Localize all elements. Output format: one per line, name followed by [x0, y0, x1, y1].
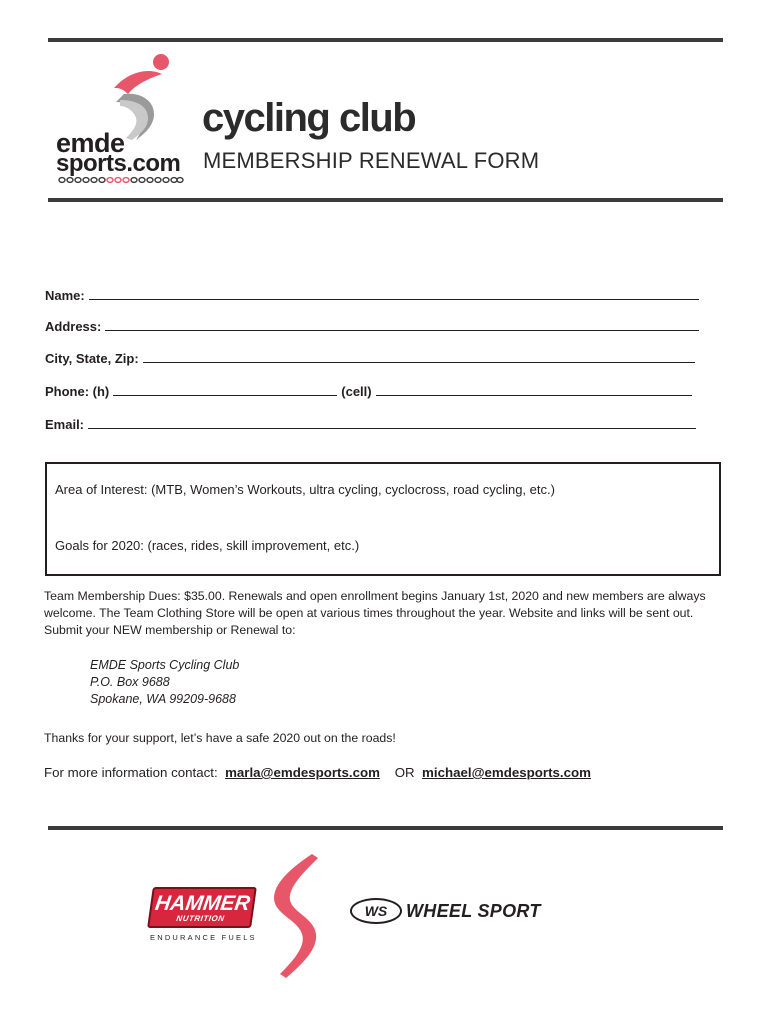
hammer-sub-wordmark: NUTRITION: [175, 914, 226, 923]
address-line-3: Spokane, WA 99209-9688: [90, 692, 236, 706]
hammer-nutrition-logo: [150, 887, 257, 942]
hammer-badge: [147, 887, 257, 928]
hammer-tagline: ENDURANCE FUELS: [150, 932, 257, 942]
email-label: Email:: [45, 417, 85, 432]
city-state-zip-input-line[interactable]: [143, 350, 695, 363]
phone-cell-label: (cell): [341, 384, 372, 399]
phone-field[interactable]: [45, 383, 692, 401]
interest-goals-box[interactable]: [45, 462, 721, 576]
footer-divider: [48, 826, 723, 830]
email-link-marla[interactable]: marla@emdesports.com: [225, 765, 380, 780]
contact-prefix: For more information contact:: [44, 765, 218, 780]
logo-text-sports: sports.com: [56, 150, 181, 177]
wheel-sport-wordmark: WHEEL SPORT: [406, 900, 541, 921]
name-label: Name:: [45, 288, 85, 303]
phone-home-input-line[interactable]: [113, 383, 337, 396]
ws-emblem-text: WS: [364, 903, 388, 919]
address-line-1: EMDE Sports Cycling Club: [90, 658, 240, 672]
email-link-michael[interactable]: michael@emdesports.com: [422, 765, 591, 780]
top-divider: [48, 38, 723, 42]
address-input-line[interactable]: [105, 318, 699, 331]
ws-emblem: [350, 898, 402, 924]
address-line-2: P.O. Box 9688: [90, 675, 170, 689]
area-of-interest-prompt: Area of Interest: (MTB, Women’s Workouts, ultra cycling, cyclocross, road cycling, etc.): [55, 482, 555, 497]
hammer-wordmark: HAMMER: [153, 892, 252, 915]
club-title: cycling club: [202, 96, 416, 140]
specialized-s-logo: [268, 852, 338, 980]
phone-home-label: Phone: (h): [45, 384, 110, 399]
address-label: Address:: [45, 319, 102, 334]
city-state-zip-field[interactable]: [45, 350, 695, 368]
goals-prompt: Goals for 2020: (races, rides, skill improvement, etc.): [55, 538, 360, 553]
name-field[interactable]: [45, 287, 699, 305]
wheel-sport-logo: [350, 898, 541, 924]
phone-cell-input-line[interactable]: [376, 383, 692, 396]
address-field[interactable]: [45, 318, 699, 336]
contact-separator: OR: [394, 765, 415, 780]
contact-line: [44, 765, 591, 780]
form-title: MEMBERSHIP RENEWAL FORM: [203, 148, 540, 173]
dues-paragraph: Team Membership Dues: $35.00. Renewals and open enrollment begins January 1st, 2020 and new members are always welcome. The Team Clothing Store will be open at various times throughout the year. Website and links will be sent out. Submit your NEW membership or Renewal to:: [44, 589, 706, 637]
city-state-zip-label: City, State, Zip:: [45, 351, 139, 366]
name-input-line[interactable]: [89, 287, 699, 300]
thanks-text: Thanks for your support, let’s have a safe 2020 out on the roads!: [44, 731, 396, 745]
logo-text-emde: emde: [56, 128, 125, 158]
email-input-line[interactable]: [88, 416, 696, 429]
header-divider: [48, 198, 723, 202]
email-field[interactable]: [45, 416, 696, 434]
bike-chain-icon: [58, 176, 184, 184]
mailing-address: [90, 657, 239, 708]
